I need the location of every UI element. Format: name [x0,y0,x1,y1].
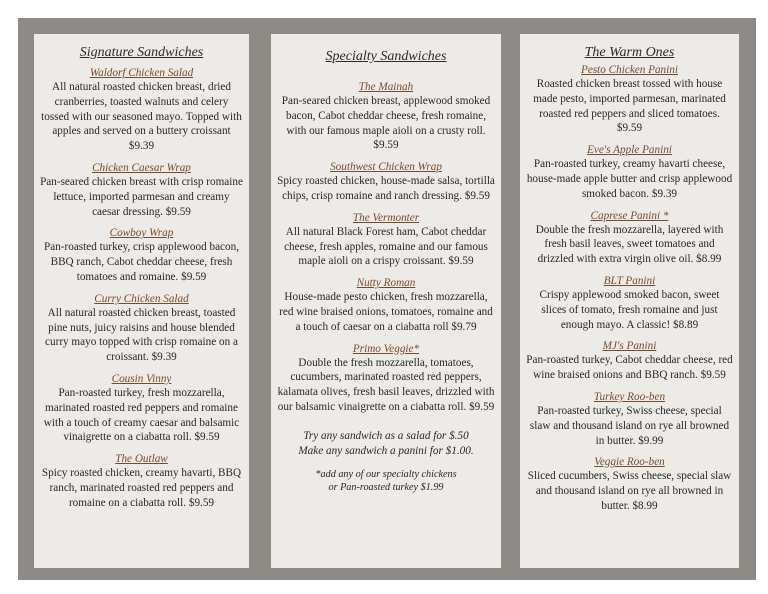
item-description: Crispy applewood smoked bacon, sweet slices of tomato, fresh romaine and just enough mayo. A classic! $8.89 [539,288,720,331]
salad-option-note: Try any sandwich as a salad for $.50 [303,429,469,442]
item-description: Roasted chicken breast tossed with house made pesto, imported parmesan, marinated roasted red peppers and sliced tomatoes. $9.59 [533,78,726,135]
menu-item [40,161,243,219]
specialty-sandwiches-panel [271,34,501,568]
item-description: House-made pesto chicken, fresh mozzarella, red wine braised onions, tomatoes, romaine and a touch of caesar on a ciabatta roll $9.79 [279,291,493,333]
item-name: Waldorf Chicken Salad [89,67,194,79]
menu-item [526,339,733,383]
item-name: Primo Veggie* [352,342,420,355]
section-title: Signature Sandwiches [79,45,204,60]
item-description: All natural roasted chicken breast, dried cranberries, toasted walnuts and celery tossed with our seasoned mayo. Topped with apples and served on a buttery croissant $9.39 [41,81,242,153]
item-description: Pan-roasted turkey, creamy havarti cheese, house-made apple butter and crisp applewood smoked bacon. $9.39 [526,158,733,200]
item-name: Eve's Apple Panini [587,144,672,157]
item-name: Turkey Roo-ben [593,390,666,403]
item-description: Spicy roasted chicken, creamy havarti, BBQ ranch, marinated roasted red peppers and romaine on a ciabatta roll. $9.59 [41,467,242,509]
the-warm-ones-panel [520,34,739,568]
menu-item [277,342,495,415]
item-name: Caprese Panini * [590,209,669,222]
item-description: Spicy roasted chicken, house-made salsa, tortilla chips, crisp romaine and ranch dressing. $9.59 [277,175,495,202]
menu-item [526,143,733,201]
menu-item [526,209,733,267]
item-name: The Vermonter [352,211,420,224]
menu-item [277,276,495,334]
menu-item [40,226,243,284]
item-description: Sliced cucumbers, Swiss cheese, special slaw and thousand island on rye all browned in butter. $8.99 [527,470,732,512]
item-description: All natural roasted chicken breast, toasted pine nuts, juicy raisins and house blended curry mayo topped with crisp romaine on a croissant. $9.39 [45,306,238,364]
item-description: All natural Black Forest ham, Cabot cheddar cheese, fresh apples, romaine and our famous maple aioli on a crispy croissant. $9.59 [284,225,488,268]
item-name: Cousin Vinny [111,372,172,385]
add-protein-note: *add any of our specialty chickens [315,469,457,481]
item-description: Pan-roasted turkey, fresh mozzarella, marinated roasted red peppers and romaine with a touch of creamy caesar and balsamic vinaigrette on a ciabatta roll. $9.59 [43,386,240,444]
item-name: Nutty Roman [356,277,416,290]
menu-item [526,63,733,136]
item-description: Double the fresh mozzarella, tomatoes, cucumbers, marinated roasted red peppers, kalamata olives, fresh basil leaves, drizzled with our balsamic vinaigrette on a ciabatta roll. $9.59 [277,356,495,413]
menu-tri-fold [18,18,756,580]
menu-item [40,372,243,445]
item-description: Double the fresh mozzarella, layered with fresh basil leaves, sweet tomatoes and drizzled with extra virgin olive oil. $8.99 [535,223,724,266]
menu-item [277,211,495,269]
item-name: Cowboy Wrap [109,227,174,240]
item-name: Southwest Chicken Wrap [330,161,442,174]
section-title: The Warm Ones [584,45,675,60]
signature-sandwiches-panel [34,34,249,568]
menu-item [526,390,733,448]
menu-item [277,80,495,153]
menu-item [40,66,243,154]
item-description: Pan-roasted turkey, Cabot cheddar cheese, red wine braised onions and BBQ ranch. $9.59 [526,354,733,382]
menu-notes [277,429,495,495]
item-name: The Outlaw [115,453,168,466]
add-protein-price: or Pan-roasted turkey $1.99 [328,482,444,494]
menu-item [526,274,733,332]
menu-item [526,455,733,513]
menu-item [40,292,243,365]
item-name: The Mainah [358,81,414,93]
item-description: Pan-roasted turkey, Swiss cheese, special slaw and thousand island on rye all browned in butter. $9.99 [529,404,730,447]
item-name: Curry Chicken Salad [94,292,189,305]
item-name: Veggie Roo-ben [594,456,665,469]
item-name: BLT Panini [603,274,656,287]
item-description: Pan-seared chicken breast, applewood smoked bacon, Cabot cheddar cheese, fresh romaine, with our famous maple aioli on a crusty roll. $9.59 [281,95,491,152]
menu-item [40,452,243,510]
panini-option-note: Make any sandwich a panini for $1.00. [298,444,474,457]
item-name: Chicken Caesar Wrap [92,161,191,174]
item-description: Pan-seared chicken breast with crisp romaine lettuce, imported parmesan and creamy caesar dressing. $9.59 [40,175,243,218]
item-name: MJ's Panini [602,340,657,353]
section-title: Specialty Sandwiches [325,49,447,64]
menu-item [277,160,495,204]
item-description: Pan-roasted turkey, crisp applewood bacon, BBQ ranch, Cabot cheddar cheese, fresh tomatoes and romaine. $9.59 [44,241,239,283]
item-name: Pesto Chicken Panini [581,64,678,76]
